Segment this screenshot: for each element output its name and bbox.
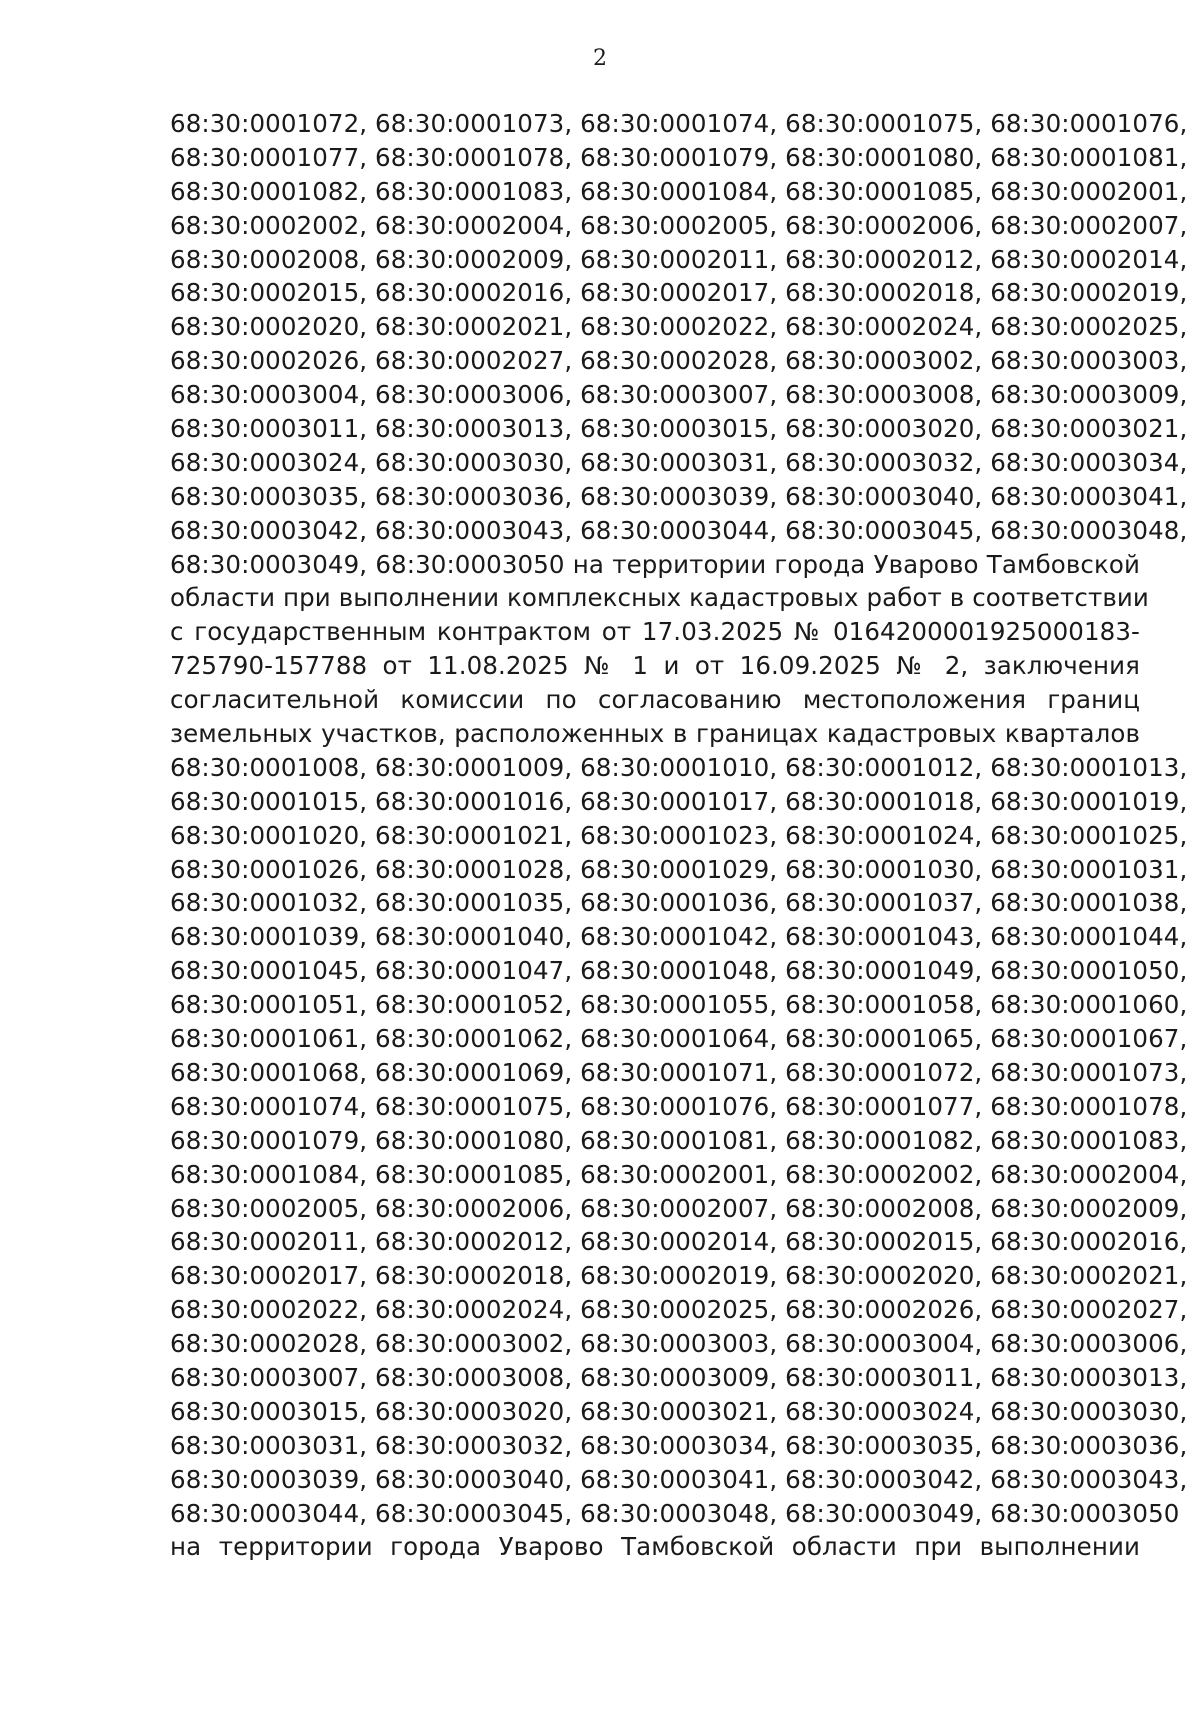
text-line: 68:30:0001074, 68:30:0001075, 68:30:0001076, 68:30:0001077, 68:30:0001078, xyxy=(170,1091,1188,1121)
text-line: 68:30:0002011, 68:30:0002012, 68:30:0002014, 68:30:0002015, 68:30:0002016, xyxy=(170,1227,1188,1257)
text-line: 68:30:0002005, 68:30:0002006, 68:30:0002007, 68:30:0002008, 68:30:0002009, xyxy=(170,1193,1188,1223)
text-line: 68:30:0002028, 68:30:0003002, 68:30:0003003, 68:30:0003004, 68:30:0003006, xyxy=(170,1329,1188,1359)
text-line: 68:30:0002017, 68:30:0002018, 68:30:0002019, 68:30:0002020, 68:30:0002021, xyxy=(170,1261,1188,1291)
document-body xyxy=(170,107,1188,1564)
text-line: 68:30:0003011, 68:30:0003013, 68:30:0003015, 68:30:0003020, 68:30:0003021, xyxy=(170,414,1188,444)
text-line: 68:30:0001039, 68:30:0001040, 68:30:0001042, 68:30:0001043, 68:30:0001044, xyxy=(170,922,1188,952)
text-line: 68:30:0003015, 68:30:0003020, 68:30:0003021, 68:30:0003024, 68:30:0003030, xyxy=(170,1396,1188,1426)
text-line: 68:30:0001082, 68:30:0001083, 68:30:0001084, 68:30:0001085, 68:30:0002001, xyxy=(170,176,1188,206)
text-line: 68:30:0003007, 68:30:0003008, 68:30:0003009, 68:30:0003011, 68:30:0003013, xyxy=(170,1362,1188,1392)
text-line: 68:30:0003035, 68:30:0003036, 68:30:0003039, 68:30:0003040, 68:30:0003041, xyxy=(170,481,1188,511)
text-line: земельных участков, расположенных в границах кадастровых кварталов xyxy=(170,719,1140,749)
text-line: 68:30:0001079, 68:30:0001080, 68:30:0001081, 68:30:0001082, 68:30:0001083, xyxy=(170,1125,1188,1155)
text-line: 68:30:0003031, 68:30:0003032, 68:30:0003034, 68:30:0003035, 68:30:0003036, xyxy=(170,1430,1188,1460)
text-line: 68:30:0001032, 68:30:0001035, 68:30:0001036, 68:30:0001037, 68:30:0001038, xyxy=(170,888,1188,918)
text-line: с государственным контрактом от 17.03.2025 № 0164200001925000183- xyxy=(170,617,1140,647)
text-line: 68:30:0001084, 68:30:0001085, 68:30:0002001, 68:30:0002002, 68:30:0002004, xyxy=(170,1159,1188,1189)
text-line: на территории города Уварово Тамбовской области при выполнении xyxy=(170,1532,1140,1562)
text-line: 68:30:0003039, 68:30:0003040, 68:30:0003041, 68:30:0003042, 68:30:0003043, xyxy=(170,1464,1188,1494)
text-line: 68:30:0003044, 68:30:0003045, 68:30:0003048, 68:30:0003049, 68:30:0003050 xyxy=(170,1498,1180,1528)
text-line: 725790-157788 от 11.08.2025 № 1 и от 16.09.2025 № 2, заключения xyxy=(170,651,1140,681)
text-line: 68:30:0002002, 68:30:0002004, 68:30:0002005, 68:30:0002006, 68:30:0002007, xyxy=(170,210,1188,240)
page-number: 2 xyxy=(593,46,607,71)
text-line: 68:30:0001072, 68:30:0001073, 68:30:0001074, 68:30:0001075, 68:30:0001076, xyxy=(170,109,1188,138)
text-line: 68:30:0002026, 68:30:0002027, 68:30:0002028, 68:30:0003002, 68:30:0003003, xyxy=(170,346,1188,376)
text-line: 68:30:0002015, 68:30:0002016, 68:30:0002017, 68:30:0002018, 68:30:0002019, xyxy=(170,278,1188,308)
text-line: 68:30:0002008, 68:30:0002009, 68:30:0002011, 68:30:0002012, 68:30:0002014, xyxy=(170,244,1188,274)
text-line: 68:30:0001015, 68:30:0001016, 68:30:0001017, 68:30:0001018, 68:30:0001019, xyxy=(170,786,1188,816)
text-line: 68:30:0001020, 68:30:0001021, 68:30:0001023, 68:30:0001024, 68:30:0001025, xyxy=(170,820,1188,850)
text-line: согласительной комиссии по согласованию местоположения границ xyxy=(170,685,1140,715)
text-line: 68:30:0001077, 68:30:0001078, 68:30:0001079, 68:30:0001080, 68:30:0001081, xyxy=(170,142,1188,172)
text-line: 68:30:0001026, 68:30:0001028, 68:30:0001029, 68:30:0001030, 68:30:0001031, xyxy=(170,854,1188,884)
text-line: 68:30:0001051, 68:30:0001052, 68:30:0001055, 68:30:0001058, 68:30:0001060, xyxy=(170,990,1188,1020)
text-line: 68:30:0003049, 68:30:0003050 на территории города Уварово Тамбовской xyxy=(170,549,1140,579)
text-line: 68:30:0002022, 68:30:0002024, 68:30:0002025, 68:30:0002026, 68:30:0002027, xyxy=(170,1295,1188,1325)
text-line: 68:30:0001008, 68:30:0001009, 68:30:0001010, 68:30:0001012, 68:30:0001013, xyxy=(170,752,1188,782)
text-line: области при выполнении комплексных кадастровых работ в соответствии xyxy=(170,583,1149,613)
text-line: 68:30:0001061, 68:30:0001062, 68:30:0001064, 68:30:0001065, 68:30:0001067, xyxy=(170,1024,1188,1054)
text-line: 68:30:0001068, 68:30:0001069, 68:30:0001071, 68:30:0001072, 68:30:0001073, xyxy=(170,1057,1188,1087)
text-line: 68:30:0001045, 68:30:0001047, 68:30:0001048, 68:30:0001049, 68:30:0001050, xyxy=(170,956,1188,986)
text-line: 68:30:0002020, 68:30:0002021, 68:30:0002022, 68:30:0002024, 68:30:0002025, xyxy=(170,312,1188,342)
text-line: 68:30:0003042, 68:30:0003043, 68:30:0003044, 68:30:0003045, 68:30:0003048, xyxy=(170,515,1188,545)
text-line: 68:30:0003024, 68:30:0003030, 68:30:0003031, 68:30:0003032, 68:30:0003034, xyxy=(170,447,1188,477)
text-line: 68:30:0003004, 68:30:0003006, 68:30:0003007, 68:30:0003008, 68:30:0003009, xyxy=(170,380,1188,410)
